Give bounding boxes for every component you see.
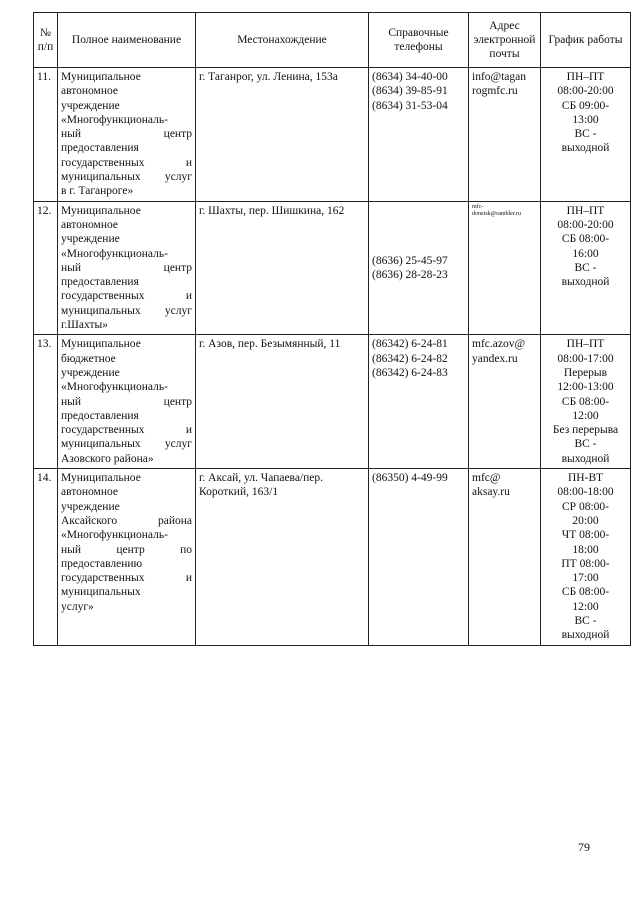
schedule-line: 16:00 (572, 247, 599, 260)
full-name-line: государственных и (61, 290, 192, 303)
full-name-line: муниципальных услуг (61, 171, 192, 184)
full-name-line: государственных и (61, 424, 192, 437)
full-name-line: государственных и (61, 572, 192, 585)
row-phones (369, 469, 469, 646)
schedule-line: 12:00 (572, 409, 599, 422)
schedule-line: ПН–ПТ (566, 338, 605, 351)
schedule-line: 12:00 (572, 600, 599, 613)
email-line: rogmfc.ru (472, 85, 518, 98)
schedule-line: СБ 08:00- (561, 395, 610, 408)
schedule-line: ПН–ПТ (566, 204, 605, 217)
full-name-line: ный центр (61, 395, 192, 408)
row-phones (369, 201, 469, 335)
schedule-line: 08:00-18:00 (557, 486, 614, 499)
schedule-line: выходной (561, 452, 610, 465)
full-name-line: Аксайского района (61, 514, 192, 527)
table-row (34, 68, 631, 202)
full-name-line: учреждение (61, 366, 120, 379)
full-name-line: Муниципальное (61, 472, 141, 485)
row-location: г. Шахты, пер. Шишкина, 162 (196, 201, 369, 335)
full-name-line: предоставлению (61, 557, 143, 570)
email-line: aksay.ru (472, 486, 510, 499)
schedule-line: 18:00 (572, 543, 599, 556)
full-name-line: муниципальных (61, 586, 141, 599)
row-location: г. Азов, пер. Безымянный, 11 (196, 335, 369, 469)
email-line: info@tagan (472, 71, 527, 83)
full-name-line: ный центр по (61, 543, 192, 556)
schedule-line: ПН–ПТ (566, 71, 605, 83)
row-schedule (541, 335, 631, 469)
schedule-line: ВС - (574, 614, 597, 627)
full-name-line: муниципальных услуг (61, 438, 192, 451)
schedule-line: ВС - (574, 128, 597, 141)
schedule-line: ПТ 08:00- (561, 557, 610, 570)
row-schedule (541, 469, 631, 646)
row-full-name (58, 201, 196, 335)
email-line: donetsk@rambler.ru (472, 210, 522, 217)
schedule-line: СБ 08:00- (561, 233, 610, 246)
mfc-table (33, 12, 631, 646)
full-name-line: автономное (61, 85, 118, 98)
schedule-line: 08:00-20:00 (557, 218, 614, 231)
full-name-line: учреждение (61, 99, 120, 112)
row-location: г. Аксай, ул. Чапаева/пер. Короткий, 163/1 (196, 469, 369, 646)
full-name-line: предоставления (61, 409, 139, 422)
full-name-line: Муниципальное (61, 204, 141, 217)
full-name-line: бюджетное (61, 352, 116, 365)
schedule-line: 08:00-17:00 (557, 352, 614, 365)
header-location: Местонахождение (196, 13, 369, 68)
full-name-line: Муниципальное (61, 71, 141, 83)
full-name-line: «Многофункциональ- (61, 529, 168, 542)
schedule-line: Перерыв (563, 366, 608, 379)
schedule-line: ВС - (574, 438, 597, 451)
email-line: mfc- (472, 203, 484, 210)
row-schedule (541, 68, 631, 202)
table-body (34, 68, 631, 646)
row-phones (369, 68, 469, 202)
table-header-row (34, 13, 631, 68)
schedule-line: 12:00-13:00 (557, 381, 614, 394)
full-name-line: «Многофункциональ- (61, 381, 168, 394)
row-full-name (58, 68, 196, 202)
schedule-line: СР 08:00- (562, 500, 609, 513)
full-name-line: Азовского района» (61, 452, 154, 465)
phone-number: (86342) 6-24-82 (372, 352, 448, 365)
full-name-line: Муниципальное (61, 338, 141, 351)
header-phones: Справочные телефоны (369, 13, 469, 68)
page-number: 79 (578, 840, 590, 854)
full-name-line: муниципальных услуг (61, 304, 192, 317)
phone-number: (8636) 28-28-23 (372, 268, 448, 281)
full-name-line: г.Шахты» (61, 319, 108, 332)
phone-number: (8634) 34-40-00 (372, 71, 448, 83)
row-email (469, 68, 541, 202)
schedule-line: 20:00 (572, 514, 599, 527)
schedule-line: Без перерыва (552, 424, 619, 437)
schedule-line: ЧТ 08:00- (561, 529, 610, 542)
phone-number: (86342) 6-24-81 (372, 338, 448, 351)
full-name-line: предоставления (61, 142, 139, 155)
spacer (372, 204, 465, 254)
table-row (34, 469, 631, 646)
schedule-line: 17:00 (572, 572, 599, 585)
row-email (469, 335, 541, 469)
schedule-line: ПН-ВТ (568, 472, 603, 485)
row-number: 13. (34, 335, 58, 469)
row-full-name (58, 335, 196, 469)
phone-number: (8634) 39-85-91 (372, 85, 448, 98)
row-number: 12. (34, 201, 58, 335)
row-email (469, 201, 541, 335)
phone-number: (8636) 25-45-97 (372, 254, 448, 267)
row-email (469, 469, 541, 646)
phone-number: (86342) 6-24-83 (372, 366, 448, 379)
schedule-line: 08:00-20:00 (557, 85, 614, 98)
full-name-line: автономное (61, 486, 118, 499)
email-line: mfc@ (472, 472, 501, 485)
schedule-line: выходной (561, 629, 610, 642)
email-line: mfc.azov@ (472, 338, 526, 351)
phone-number: (8634) 31-53-04 (372, 99, 448, 112)
header-name: Полное наименование (58, 13, 196, 68)
table-row (34, 201, 631, 335)
row-full-name (58, 469, 196, 646)
full-name-line: в г. Таганроге» (61, 185, 134, 198)
full-name-line: государственных и (61, 156, 192, 169)
schedule-line: выходной (561, 142, 610, 155)
row-number: 11. (34, 68, 58, 202)
full-name-line: ный центр (61, 261, 192, 274)
full-name-line: учреждение (61, 500, 120, 513)
row-location: г. Таганрог, ул. Ленина, 153а (196, 68, 369, 202)
full-name-line: «Многофункциональ- (61, 113, 168, 126)
schedule-line: 13:00 (572, 113, 599, 126)
full-name-line: автономное (61, 218, 118, 231)
schedule-line: ВС - (574, 261, 597, 274)
full-name-line: «Многофункциональ- (61, 247, 168, 260)
row-schedule (541, 201, 631, 335)
full-name-line: предоставления (61, 276, 139, 289)
row-number: 14. (34, 469, 58, 646)
header-schedule: График работы (541, 13, 631, 68)
phone-number: (86350) 4-49-99 (372, 472, 448, 485)
full-name-line: ный центр (61, 128, 192, 141)
full-name-line: учреждение (61, 233, 120, 246)
schedule-line: СБ 08:00- (561, 586, 610, 599)
schedule-line: выходной (561, 276, 610, 289)
table-row (34, 335, 631, 469)
header-num: № п/п (34, 13, 58, 68)
full-name-line: услуг» (61, 600, 94, 613)
email-line: yandex.ru (472, 352, 518, 365)
header-email: Адрес электронной почты (469, 13, 541, 68)
schedule-line: СБ 09:00- (561, 99, 610, 112)
row-phones (369, 335, 469, 469)
